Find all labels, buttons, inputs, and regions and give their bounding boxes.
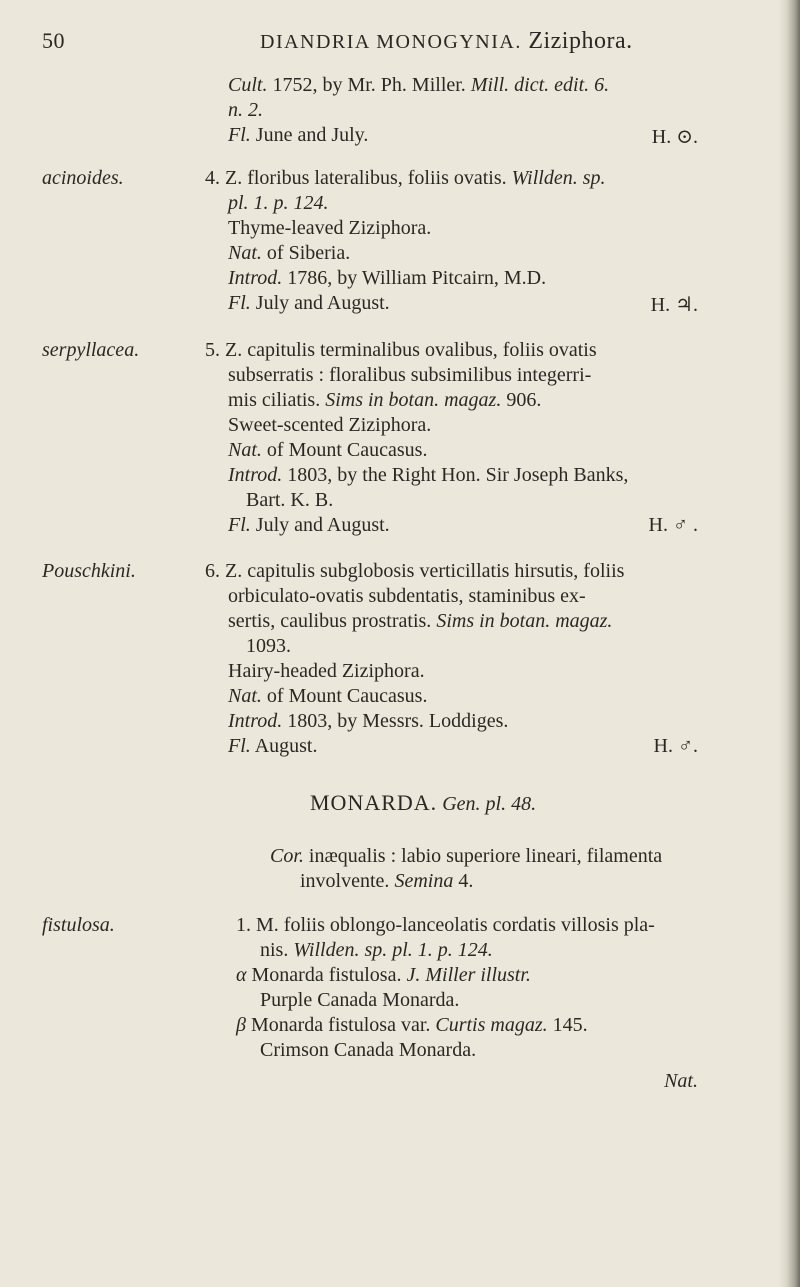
genus-character-1: Cor. inæqualis : labio superiore lineari, filamenta: [270, 845, 663, 867]
species-5-introd: Introd. 1803, by the Right Hon. Sir Joseph Banks,: [228, 464, 629, 486]
page-edge-shadow: [778, 0, 800, 1287]
running-header-class: DIANDRIA MONOGYNIA.: [260, 31, 522, 53]
species-4-common: Thyme-leaved Ziziphora.: [228, 217, 432, 239]
side-name-serpyllacea: serpyllacea.: [42, 339, 140, 361]
species-6-hardiness: H. ♂.: [653, 735, 698, 757]
side-name-acinoides: acinoides.: [42, 167, 124, 189]
species-5-hardiness: H. ♂ .: [648, 514, 698, 536]
species-5-diagnosis-3: mis ciliatis. Sims in botan. magaz. 906.: [228, 389, 542, 411]
monarda-1-beta: β Monarda fistulosa var. Curtis magaz. 145.: [236, 1014, 588, 1036]
flowering-line: Fl. June and July.: [228, 124, 369, 146]
species-5-diagnosis-2: subserratis : floralibus subsimilibus integerri-: [228, 364, 592, 386]
species-4-ref: pl. 1. p. 124.: [228, 192, 329, 214]
monarda-1-alpha-common: Purple Canada Monarda.: [260, 989, 460, 1011]
page-number: 50: [42, 28, 65, 53]
cult-line: Cult. 1752, by Mr. Ph. Miller. Mill. dict. edit. 6.: [228, 74, 610, 96]
species-6-diagnosis-3: sertis, caulibus prostratis. Sims in botan. magaz.: [228, 610, 613, 632]
species-6-diagnosis-1: 6. Z. capitulis subglobosis verticillatis hirsutis, foliis: [205, 560, 625, 582]
running-header-genus: Ziziphora.: [528, 28, 633, 54]
monarda-1-diagnosis-2: nis. Willden. sp. pl. 1. p. 124.: [260, 939, 493, 961]
species-4-diagnosis: 4. Z. floribus lateralibus, foliis ovatis. Willden. sp.: [205, 167, 606, 189]
species-6-introd: Introd. 1803, by Messrs. Loddiges.: [228, 710, 509, 732]
monarda-1-alpha: α Monarda fistulosa. J. Miller illustr.: [236, 964, 531, 986]
species-4-native: Nat. of Siberia.: [228, 242, 351, 264]
species-5-introd-2: Bart. K. B.: [246, 489, 334, 511]
species-4-hardiness: H. ♃.: [650, 294, 698, 316]
side-name-pouschkini: Pouschkini.: [42, 560, 136, 582]
species-5-common: Sweet-scented Ziziphora.: [228, 414, 432, 436]
species-4-flowering: Fl. July and August.: [228, 292, 390, 314]
species-6-diagnosis-2: orbiculato-ovatis subdentatis, staminibus ex-: [228, 585, 586, 607]
species-6-flowering: Fl. August.: [228, 735, 318, 757]
side-name-fistulosa: fistulosa.: [42, 914, 115, 936]
species-6-common: Hairy-headed Ziziphora.: [228, 660, 425, 682]
species-6-native: Nat. of Mount Caucasus.: [228, 685, 428, 707]
species-6-ref-num: 1093.: [246, 635, 291, 657]
species-5-native: Nat. of Mount Caucasus.: [228, 439, 428, 461]
species-5-flowering: Fl. July and August.: [228, 514, 390, 536]
catchword: Nat.: [664, 1070, 698, 1092]
species-5-diagnosis-1: 5. Z. capitulis terminalibus ovalibus, foliis ovatis: [205, 339, 597, 361]
cult-line-2: n. 2.: [228, 99, 263, 121]
genus-heading: MONARDA. Gen. pl. 48.: [310, 790, 537, 815]
monarda-1-beta-common: Crimson Canada Monarda.: [260, 1039, 477, 1061]
species-4-introd: Introd. 1786, by William Pitcairn, M.D.: [228, 267, 547, 289]
hardiness-mark: H. ⊙.: [651, 126, 698, 148]
genus-character-2: involvente. Semina 4.: [300, 870, 474, 892]
running-header: [260, 28, 633, 55]
monarda-1-diagnosis-1: 1. M. foliis oblongo-lanceolatis cordatis villosis pla-: [236, 914, 655, 936]
